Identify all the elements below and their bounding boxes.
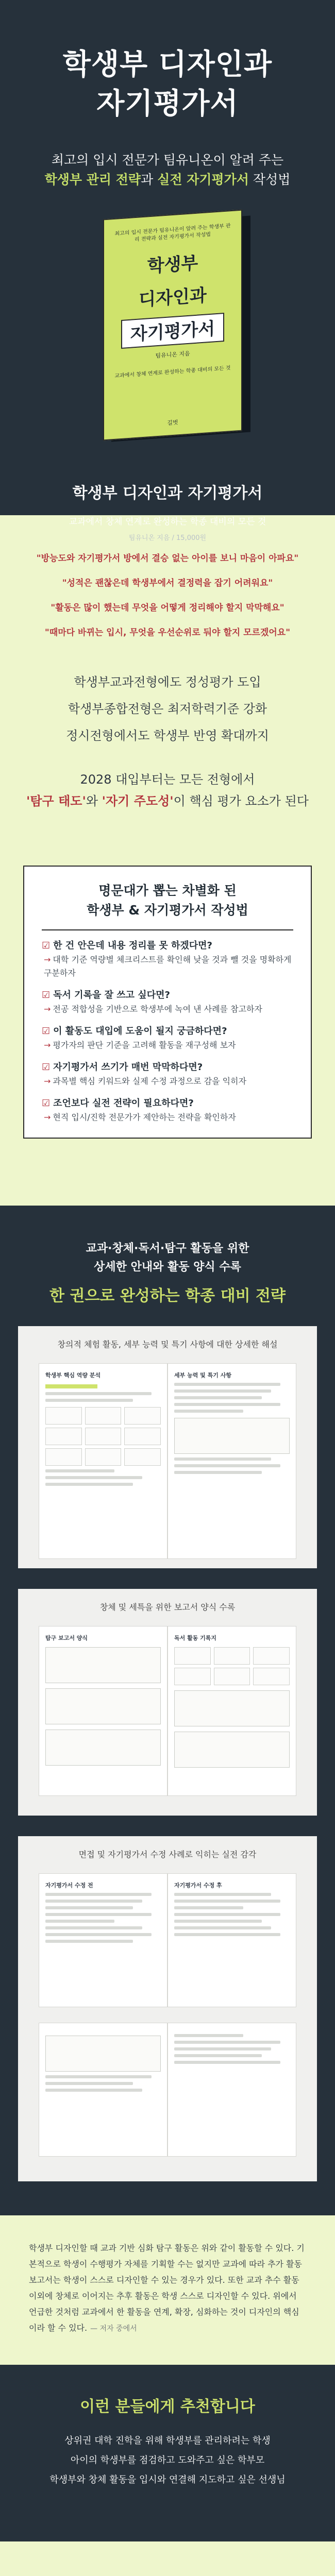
page-text-line bbox=[45, 1469, 114, 1472]
preview-page bbox=[167, 1363, 296, 1559]
hero-subtitle-line bbox=[0, 170, 335, 190]
quote-list bbox=[0, 547, 335, 644]
author-message-text: 학생부 디자인할 때 교과 기반 심화 탐구 활동은 위와 같이 활동할 수 있다. 기본적으로 학생이 수행평가 자체를 기획할 수는 없지만 교과에 따라 추가 활동 보고서는 학생이 스스로 디자인할 수 있는 경우가 있다. 또한 교과 추수 활동 이외에 창체로 이어지는 추후 활동은 학생 스스로 디자인할 수 있다. 위에서 언급한 것처럼 교과에서 한 활동을 연계, 확장, 심화하는 것이 디자인의 핵심이라 할 수 있다. bbox=[29, 2243, 305, 2333]
checklist-answer bbox=[42, 1003, 293, 1016]
recommend-section bbox=[0, 2365, 335, 2541]
hero-text: 작성법 bbox=[253, 172, 291, 187]
page-text-line bbox=[174, 2034, 243, 2037]
page-text-line bbox=[174, 1906, 243, 1909]
question-text: 한 건 안은데 내용 정리를 못 하겠다면? bbox=[53, 940, 213, 951]
table-cell bbox=[85, 1428, 122, 1445]
preview-page bbox=[167, 1873, 296, 2007]
answer-text: 전공 적합성을 기반으로 학생부에 녹여 낸 사례를 참고하자 bbox=[53, 1004, 262, 1014]
page-text-line bbox=[174, 1926, 271, 1929]
checklist-question bbox=[42, 988, 293, 1003]
trend-item: 학생부교과전형에도 정성평가 도입 bbox=[74, 675, 261, 689]
page-text-line bbox=[45, 2089, 142, 2092]
table-cell bbox=[124, 1428, 161, 1445]
preview-label: 창의적 체험 활동, 세부 능력 및 특기 사항에 대한 상세한 해설 bbox=[57, 1340, 278, 1349]
answer-text: 과목별 핵심 키워드와 실제 수정 과정으로 감을 익히자 bbox=[53, 1076, 247, 1086]
page-text-line bbox=[45, 1399, 133, 1402]
hero-subtitle-line: 최고의 입시 전문가 팀유니온이 알려 주는 bbox=[51, 152, 284, 167]
page-spread bbox=[18, 1352, 317, 1574]
arrow-icon: → bbox=[44, 955, 51, 964]
form-field bbox=[174, 1690, 290, 1726]
question-text: 독서 기록을 잘 쓰고 싶다면? bbox=[53, 990, 170, 1001]
page-text-line bbox=[45, 2082, 133, 2085]
answer-text: 평가자의 판단 기준을 고려해 활동을 재구성해 보자 bbox=[53, 1040, 236, 1050]
cover-title-line: 디자인과 bbox=[139, 285, 207, 311]
page-title: 학생부 핵심 역량 분석 bbox=[45, 1372, 101, 1379]
page-text-line bbox=[174, 1933, 280, 1936]
preview-page bbox=[39, 2023, 167, 2157]
checklist-answer bbox=[42, 1111, 293, 1124]
checklist-heading-line: 학생부 & 자기평가서 작성법 bbox=[87, 903, 248, 918]
question-text: 자기평가서 쓰기가 매번 막막하다면? bbox=[53, 1062, 203, 1073]
book-author: 팀유니온 지음 / 15,000원 bbox=[128, 534, 207, 542]
cover-subtitle: 교과에서 창체 연계로 완성하는 학종 대비의 모든 것 bbox=[114, 365, 231, 379]
question-text: 조언보다 실전 전략이 필요하다면? bbox=[53, 1098, 194, 1109]
page-text-line bbox=[174, 1900, 280, 1903]
hero-title-line: 학생부 디자인과 bbox=[62, 48, 273, 81]
page-text-line bbox=[174, 2054, 262, 2057]
page-text-line bbox=[174, 1471, 262, 1474]
page-text-line bbox=[45, 1483, 133, 1486]
checklist-question bbox=[42, 1060, 293, 1075]
table-cell bbox=[124, 1407, 161, 1425]
page-text-line bbox=[174, 1913, 280, 1916]
page-text-line bbox=[174, 1458, 271, 1461]
page-table bbox=[45, 1407, 161, 1466]
hero-text: 과 bbox=[141, 172, 154, 187]
recommend-list bbox=[0, 2434, 335, 2487]
hero-title-line: 자기평가서 bbox=[96, 87, 239, 121]
book-image bbox=[0, 209, 335, 477]
author-message bbox=[29, 2240, 306, 2337]
key-note-highlight: '탐구 태도' bbox=[26, 794, 86, 808]
closing-section bbox=[0, 2541, 335, 2576]
checklist-heading-line: 명문대가 뽑는 차별화 된 bbox=[98, 883, 237, 898]
form-field bbox=[174, 1732, 290, 1768]
preview-panel bbox=[18, 1326, 317, 1568]
form-field bbox=[45, 1647, 161, 1683]
cover-top-text: 최고의 입시 전문가 팀유니온이 알려 주는 학생부 관리 전략과 실전 자기평가서 작성법 bbox=[114, 223, 231, 243]
preview-page bbox=[39, 1363, 167, 1559]
page-table bbox=[174, 1647, 290, 1685]
author-signature: — 저자 중에서 bbox=[90, 2325, 137, 2333]
preview-label: 창체 및 세특을 위한 보고서 양식 수록 bbox=[99, 1602, 236, 1612]
form-field bbox=[45, 1730, 161, 1766]
hero-subtitle bbox=[0, 150, 335, 190]
feature-title bbox=[0, 1240, 335, 1277]
cover-title-line: 학생부 bbox=[147, 252, 198, 277]
page-text-line bbox=[174, 2041, 280, 2044]
answer-text: 대학 기준 역량별 체크리스트를 확인해 낮을 것과 뺄 것을 명확하게 구분하자 bbox=[44, 955, 292, 978]
page-title: 자기평가서 수정 후 bbox=[174, 1882, 222, 1889]
arrow-icon: → bbox=[44, 1004, 51, 1014]
checklist-question bbox=[42, 1096, 293, 1111]
checklist-question bbox=[42, 1024, 293, 1039]
page-figure bbox=[45, 2036, 161, 2072]
quote-item: "때마다 바뀌는 입시, 무엇을 우선순위로 둬야 할지 모르겠어요" bbox=[44, 628, 291, 638]
checkbox-icon: ☑ bbox=[42, 990, 51, 1001]
page-text-line bbox=[45, 1893, 152, 1896]
preview-panel bbox=[18, 1589, 317, 1816]
arrow-icon: → bbox=[44, 1112, 51, 1122]
page-text-line bbox=[45, 1900, 142, 1903]
page-text-line bbox=[174, 1383, 280, 1386]
table-cell bbox=[45, 1407, 82, 1425]
page-text-line bbox=[45, 2075, 152, 2078]
cover-author: 팀유니온 지음 bbox=[155, 350, 190, 360]
answer-text: 현직 입시/진학 전문가가 제안하는 전략을 확인하자 bbox=[53, 1112, 236, 1122]
checklist-heading bbox=[42, 881, 293, 930]
page-text-line bbox=[45, 1476, 142, 1479]
checklist-item bbox=[42, 939, 293, 980]
page-text-line bbox=[45, 1933, 152, 1936]
hero-highlight: 실전 자기평가서 bbox=[157, 172, 249, 187]
page-text-line bbox=[174, 1920, 262, 1923]
page-text-line bbox=[174, 1410, 243, 1413]
page-text-line bbox=[174, 1396, 262, 1399]
trend-item: 학생부종합전형은 최저학력기준 강화 bbox=[68, 702, 267, 716]
page-title: 독서 활동 기록지 bbox=[174, 1635, 217, 1641]
checklist-answer bbox=[42, 953, 293, 980]
table-cell bbox=[214, 1647, 250, 1665]
page-text-line bbox=[45, 1392, 152, 1395]
table-cell bbox=[174, 1647, 211, 1665]
table-cell bbox=[253, 1668, 290, 1685]
book-tagline: 교과에서 창체 연계로 완성하는 학종 대비의 모든 것 bbox=[69, 517, 266, 527]
page-title: 세부 능력 및 특기 사항 bbox=[174, 1372, 231, 1379]
preview-panel bbox=[18, 1836, 317, 2181]
question-text: 이 활동도 대입에 도움이 될지 궁금하다면? bbox=[53, 1026, 227, 1037]
checklist-item bbox=[42, 1060, 293, 1088]
page-title: 탐구 보고서 양식 bbox=[45, 1635, 88, 1641]
preview-page bbox=[39, 1626, 167, 1796]
book-cover bbox=[103, 210, 242, 441]
book-title: 학생부 디자인과 자기평가서 bbox=[72, 484, 263, 502]
quote-item: "활동은 많이 했는데 무엇을 어떻게 정리해야 할지 막막해요" bbox=[51, 603, 284, 613]
table-cell bbox=[85, 1407, 122, 1425]
key-note-text: 이 핵심 평가 요소가 된다 bbox=[173, 794, 309, 808]
feature-title-line: 상세한 안내와 활동 양식 수록 bbox=[94, 1261, 241, 1274]
checkbox-icon: ☑ bbox=[42, 1062, 51, 1073]
checklist-item bbox=[42, 1024, 293, 1052]
table-cell bbox=[214, 1668, 250, 1685]
feature-headline: 한 권으로 완성하는 학종 대비 전략 bbox=[49, 1287, 286, 1305]
table-cell bbox=[124, 1448, 161, 1466]
checklist-item bbox=[42, 1096, 293, 1124]
recommend-item: 상위권 대학 진학을 위해 학생부를 관리하려는 학생 bbox=[64, 2435, 271, 2446]
page-text-line bbox=[174, 1893, 271, 1896]
page-figure bbox=[174, 1418, 290, 1454]
checklist-answer bbox=[42, 1039, 293, 1052]
form-field bbox=[45, 1688, 161, 1724]
table-cell bbox=[174, 1668, 211, 1685]
table-cell bbox=[85, 1448, 122, 1466]
page-text-line bbox=[45, 1926, 142, 1929]
arrow-icon: → bbox=[44, 1040, 51, 1050]
quote-item: "방능도와 자기평가서 방에서 결승 없는 아이를 보니 마음이 아파요" bbox=[36, 553, 299, 564]
quote-item: "성적은 괜찮은데 학생부에서 결정력을 잡기 어려워요" bbox=[62, 578, 273, 588]
page-spread bbox=[18, 1615, 317, 1811]
page-spread bbox=[18, 2023, 317, 2172]
cover-publisher: 길벗 bbox=[167, 419, 178, 427]
checkbox-icon: ☑ bbox=[42, 1098, 51, 1109]
page-text-line bbox=[174, 1464, 280, 1467]
page-text-line bbox=[174, 1389, 271, 1393]
page-text-line bbox=[174, 1403, 280, 1406]
key-note-text: 와 bbox=[86, 794, 98, 808]
concerns-section bbox=[0, 515, 335, 866]
feature-title-line: 교과·창체·독서·탐구 활동을 위한 bbox=[86, 1242, 249, 1255]
key-note-highlight: '자기 주도성' bbox=[102, 794, 174, 808]
table-cell bbox=[45, 1428, 82, 1445]
preview-page bbox=[167, 1626, 296, 1796]
trend-list bbox=[0, 672, 335, 746]
hero-highlight: 학생부 관리 전략 bbox=[44, 172, 141, 187]
page-accent bbox=[45, 1384, 97, 1388]
recommend-item: 아이의 학생부를 점검하고 도와주고 싶은 학부모 bbox=[70, 2455, 265, 2466]
page-text-line bbox=[174, 2047, 271, 2050]
key-note-line bbox=[0, 790, 335, 812]
page-spread bbox=[18, 1862, 317, 2023]
preview-label: 면접 및 자기평가서 수정 사례로 익히는 실전 감각 bbox=[78, 1850, 257, 1859]
table-cell bbox=[45, 1448, 82, 1466]
checklist-card bbox=[23, 866, 312, 1139]
page-text-line bbox=[174, 2061, 280, 2064]
hero-title bbox=[0, 45, 335, 124]
trend-item: 정시전형에서도 학생부 반영 확대까지 bbox=[66, 728, 269, 743]
page-title: 자기평가서 수정 전 bbox=[45, 1882, 93, 1889]
key-note-line: 2028 대입부터는 모든 전형에서 bbox=[80, 772, 255, 787]
page-text-line bbox=[45, 1906, 133, 1909]
key-note bbox=[0, 769, 335, 812]
checkbox-icon: ☑ bbox=[42, 940, 51, 951]
checkbox-icon: ☑ bbox=[42, 1026, 51, 1037]
checklist-question bbox=[42, 939, 293, 953]
page-text-line bbox=[45, 1940, 133, 1943]
checklist-item bbox=[42, 988, 293, 1016]
hero-section bbox=[0, 0, 335, 542]
checklist-section bbox=[0, 866, 335, 1206]
preview-page bbox=[167, 2023, 296, 2157]
arrow-icon: → bbox=[44, 1076, 51, 1086]
page-text-line bbox=[45, 1920, 114, 1923]
recommend-item: 학생부와 창체 활동을 입시와 연결해 지도하고 싶은 선생님 bbox=[49, 2475, 286, 2485]
page-text-line bbox=[45, 1913, 152, 1916]
recommend-heading: 이런 분들에게 추천합니다 bbox=[80, 2398, 255, 2416]
table-cell bbox=[253, 1647, 290, 1665]
cover-title-line: 자기평가서 bbox=[121, 313, 224, 349]
preview-page bbox=[39, 1873, 167, 2007]
author-message-section bbox=[0, 2215, 335, 2365]
feature-section bbox=[0, 1206, 335, 2215]
checklist-answer bbox=[42, 1075, 293, 1088]
